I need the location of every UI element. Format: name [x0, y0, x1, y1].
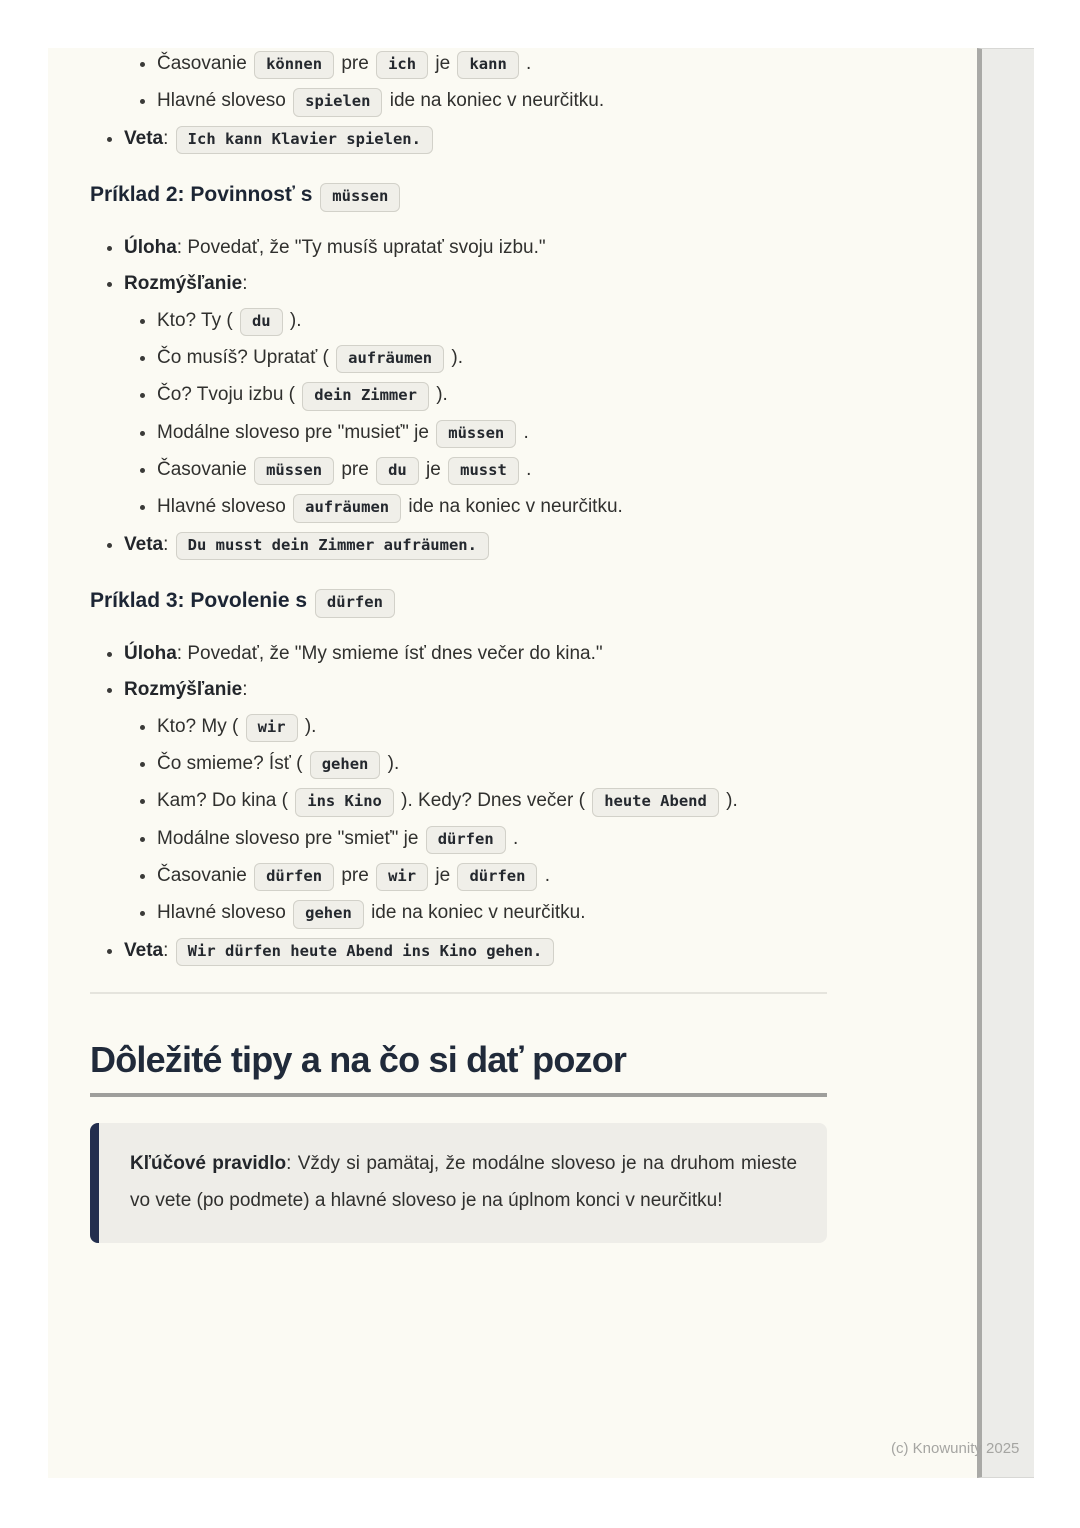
list-item-text	[157, 902, 585, 923]
list-item	[157, 750, 827, 779]
text-run: Časovanie	[157, 865, 253, 886]
list-item-text	[124, 237, 546, 258]
list-item-text	[157, 496, 623, 517]
list-item-text	[157, 753, 399, 774]
list-item	[157, 87, 827, 116]
text-run: .	[520, 53, 532, 74]
code-chip: gehen	[293, 900, 364, 928]
list-item	[157, 713, 827, 742]
code-chip: aufräumen	[293, 494, 401, 522]
list-item-text	[124, 273, 247, 294]
document-page	[48, 48, 977, 1478]
text-run: Hlavné sloveso	[157, 496, 292, 518]
text-run: ).	[284, 309, 302, 331]
code-chip: müssen	[320, 183, 400, 211]
text-run: .	[520, 459, 532, 480]
text-run: pre	[336, 53, 375, 74]
text-run: ).	[430, 384, 448, 406]
list-item-text	[124, 534, 491, 555]
list-item	[157, 493, 827, 522]
text-run: :	[163, 939, 174, 961]
text-run: Časovanie	[157, 459, 253, 480]
list-item-text	[124, 679, 247, 700]
text-run: ). Kedy? Dnes večer (	[395, 790, 591, 812]
list-item-text	[157, 716, 316, 737]
text-run: Kam? Do kina (	[157, 790, 294, 812]
bullet-list	[90, 234, 827, 561]
text-run: .	[507, 827, 519, 849]
list-item	[124, 234, 827, 263]
code-chip: du	[376, 457, 419, 485]
section-title: Dôležité tipy a na čo si dať pozor	[90, 1039, 627, 1081]
list-item-text	[124, 940, 556, 961]
text-run: Príklad 3: Povolenie s	[90, 589, 313, 613]
text-run: : Vždy si pamätaj, že modálne sloveso je na druhom mieste vo vete (po podmete) a hlavné sloveso je na úplnom konci v neurčitku!	[130, 1153, 798, 1212]
text-run: Kto? Ty (	[157, 309, 238, 331]
code-chip: aufräumen	[336, 345, 444, 373]
text-run: Hlavné sloveso	[157, 90, 292, 112]
code-chip: kann	[457, 51, 518, 79]
bold-label: Kľúčové pravidlo	[130, 1153, 287, 1175]
bold-label: Úloha	[124, 236, 177, 258]
text-run: Príklad 2: Povinnosť s	[90, 183, 319, 207]
text-run: :	[163, 127, 174, 149]
list-item	[157, 825, 827, 854]
text-run: Čo smieme? Ísť (	[157, 752, 308, 774]
code-chip: ins Kino	[295, 788, 394, 816]
callout-text	[130, 1145, 797, 1219]
list-item	[157, 456, 827, 485]
code-chip: du	[240, 308, 283, 336]
code-chip: dürfen	[457, 863, 537, 891]
list-item-text	[157, 790, 738, 811]
bold-label: Veta	[124, 127, 164, 149]
text-run: Modálne sloveso pre "smieť" je	[157, 827, 424, 849]
bold-label: Rozmýšľanie	[124, 679, 243, 700]
code-chip: dürfen	[254, 863, 334, 891]
code-chip: spielen	[293, 88, 382, 116]
code-chip: wir	[246, 714, 298, 742]
text-run: pre	[336, 459, 375, 480]
code-chip: wir	[376, 863, 428, 891]
text-run: je	[420, 459, 447, 480]
text-run: Časovanie	[157, 53, 253, 74]
code-chip: müssen	[254, 457, 334, 485]
key-rule-callout	[90, 1123, 827, 1243]
list-item-text	[124, 128, 435, 149]
example-heading	[90, 180, 827, 211]
list-item	[124, 937, 827, 966]
code-chip: dein Zimmer	[302, 382, 429, 410]
list-item	[124, 640, 827, 669]
bullet-list	[124, 307, 827, 523]
code-chip: dürfen	[315, 589, 395, 617]
code-chip: müssen	[436, 420, 516, 448]
scrollbar[interactable]	[977, 48, 1034, 1478]
document-content	[48, 50, 977, 1243]
list-item	[157, 307, 827, 336]
bullet-list	[90, 125, 827, 154]
list-item-text	[157, 90, 604, 111]
code-chip: Ich kann Klavier spielen.	[176, 126, 433, 154]
text-run: ).	[720, 790, 738, 812]
text-run: :	[242, 679, 248, 700]
text-run: ).	[446, 346, 464, 368]
list-item	[157, 381, 827, 410]
list-item	[157, 862, 827, 891]
text-run: ).	[382, 752, 400, 774]
text-run: .	[518, 421, 529, 443]
code-chip: ich	[376, 51, 428, 79]
bullet-list	[124, 713, 827, 929]
code-chip: dürfen	[426, 826, 506, 854]
list-item	[157, 899, 827, 928]
list-item-text	[157, 865, 550, 886]
text-run: ide na koniec v neurčitku.	[384, 90, 605, 112]
bold-label: Úloha	[124, 642, 177, 664]
text-run: je	[430, 53, 456, 74]
list-item-text	[157, 422, 529, 443]
text-run: : Povedať, že "My smieme ísť dnes večer do kina."	[176, 642, 603, 664]
list-item-text	[157, 384, 448, 405]
text-run: : Povedať, že "Ty musíš upratať svoju izbu."	[176, 236, 546, 258]
text-run: Čo musíš? Upratať (	[157, 346, 335, 368]
bullet-list	[90, 640, 827, 967]
section-title-rule	[90, 1093, 827, 1097]
list-item	[124, 270, 827, 523]
code-chip: können	[254, 51, 334, 79]
text-run: ide na koniec v neurčitku.	[403, 496, 623, 518]
text-run: :	[242, 273, 248, 294]
code-chip: gehen	[310, 751, 381, 779]
text-run: Čo? Tvoju izbu (	[157, 384, 301, 406]
text-run: Modálne sloveso pre "musieť" je	[157, 421, 435, 443]
list-item	[157, 50, 827, 79]
text-run: Hlavné sloveso	[157, 902, 292, 924]
code-chip: Wir dürfen heute Abend ins Kino gehen.	[176, 938, 555, 966]
text-run: je	[430, 865, 456, 886]
list-item	[157, 787, 827, 816]
list-item	[124, 676, 827, 929]
list-item	[124, 125, 827, 154]
bullet-list	[90, 50, 827, 117]
code-chip: musst	[448, 457, 519, 485]
section-divider	[90, 992, 827, 994]
code-chip: Du musst dein Zimmer aufräumen.	[176, 532, 489, 560]
list-item-text	[157, 310, 302, 331]
text-run: ).	[299, 715, 317, 737]
text-run: .	[539, 865, 551, 886]
list-item-text	[157, 347, 463, 368]
list-item-text	[157, 828, 518, 849]
text-run: ide na koniec v neurčitku.	[365, 902, 586, 924]
list-item	[124, 531, 827, 560]
list-item	[157, 344, 827, 373]
list-item-text	[124, 643, 603, 664]
list-item-text	[157, 53, 531, 74]
text-run: :	[163, 533, 174, 555]
bold-label: Veta	[124, 939, 164, 961]
bold-label: Rozmýšľanie	[124, 273, 243, 294]
text-run: Kto? My (	[157, 715, 244, 737]
code-chip: heute Abend	[592, 788, 719, 816]
text-run: pre	[336, 865, 375, 886]
list-item	[157, 419, 827, 448]
list-item-text	[157, 459, 531, 480]
bold-label: Veta	[124, 533, 164, 555]
watermark: (c) Knowunity 2025	[891, 1440, 1020, 1457]
example-heading	[90, 586, 827, 617]
